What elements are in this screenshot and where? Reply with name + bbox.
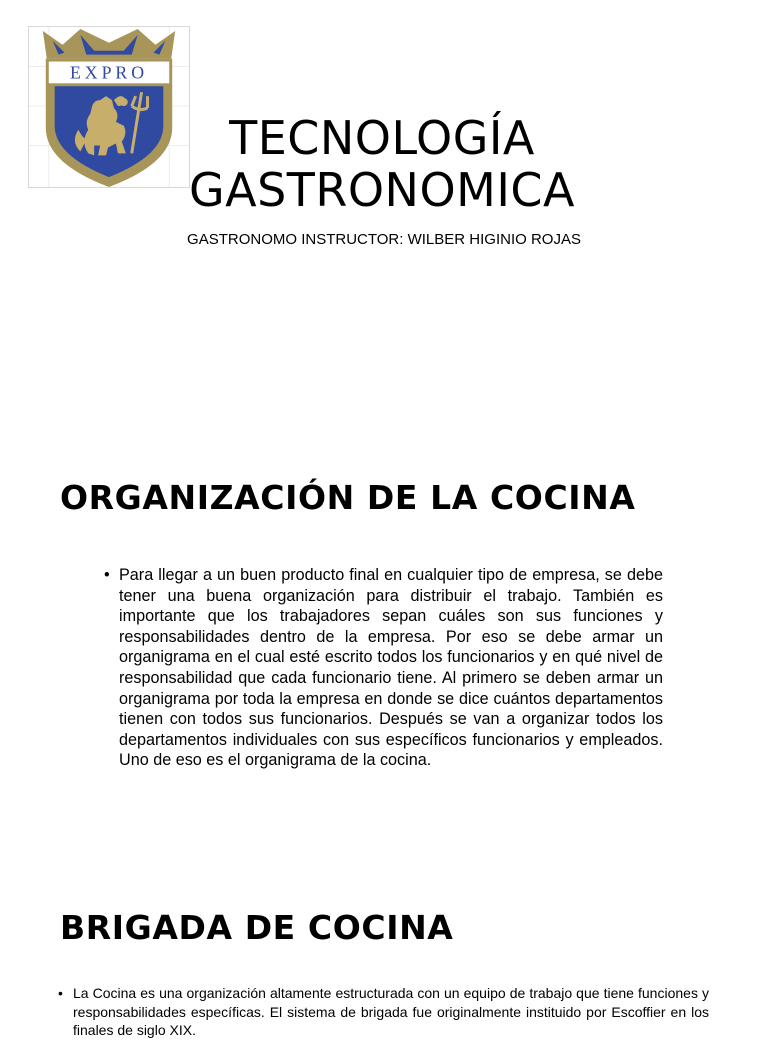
bullet-icon: • xyxy=(104,566,110,584)
bullet-icon: • xyxy=(58,985,63,1001)
title-line-1: TECNOLOGÍA xyxy=(229,111,535,165)
page-title xyxy=(160,112,604,216)
bullet-text: Para llegar a un buen producto final en cualquier tipo de empresa, se debe tener una buena organización para distribuir el trabajo. También es importante que los trabajadores sepan cuáles son sus funciones y responsabilidades dentro de la empresa. Por eso se debe armar un organigrama en el cual esté escrito todos los funcionarios y en qué nivel de responsabilidad que cada funcionario tiene. Al primero se deben armar un organigrama por toda la empresa en donde se dice cuántos departamentos tienen con todos sus funcionarios. Después se van a organizar todos los departamentos individuales con sus específicos funcionarios y empleados. Uno de eso es el organigrama de la cocina. xyxy=(119,566,663,770)
subtitle: GASTRONOMO INSTRUCTOR: WILBER HIGINIO ROJAS xyxy=(187,231,581,248)
organization-slide xyxy=(0,432,768,832)
section-heading: ORGANIZACIÓN DE LA COCINA xyxy=(60,478,636,517)
title-line-2: GASTRONOMICA xyxy=(188,163,576,217)
logo-text: EXPRO xyxy=(70,62,148,83)
bullet-paragraph xyxy=(104,565,663,771)
title-slide xyxy=(0,0,768,290)
brigade-slide xyxy=(0,864,768,1038)
bullet-paragraph xyxy=(58,984,709,1040)
section-heading: BRIGADA DE COCINA xyxy=(60,908,454,947)
bullet-text: La Cocina es una organización altamente estructurada con un equipo de trabajo que tiene funciones y responsabilidades específicas. El sistema de brigada fue originalmente instituido por Escoffier en los finales de siglo XIX. xyxy=(73,985,709,1038)
